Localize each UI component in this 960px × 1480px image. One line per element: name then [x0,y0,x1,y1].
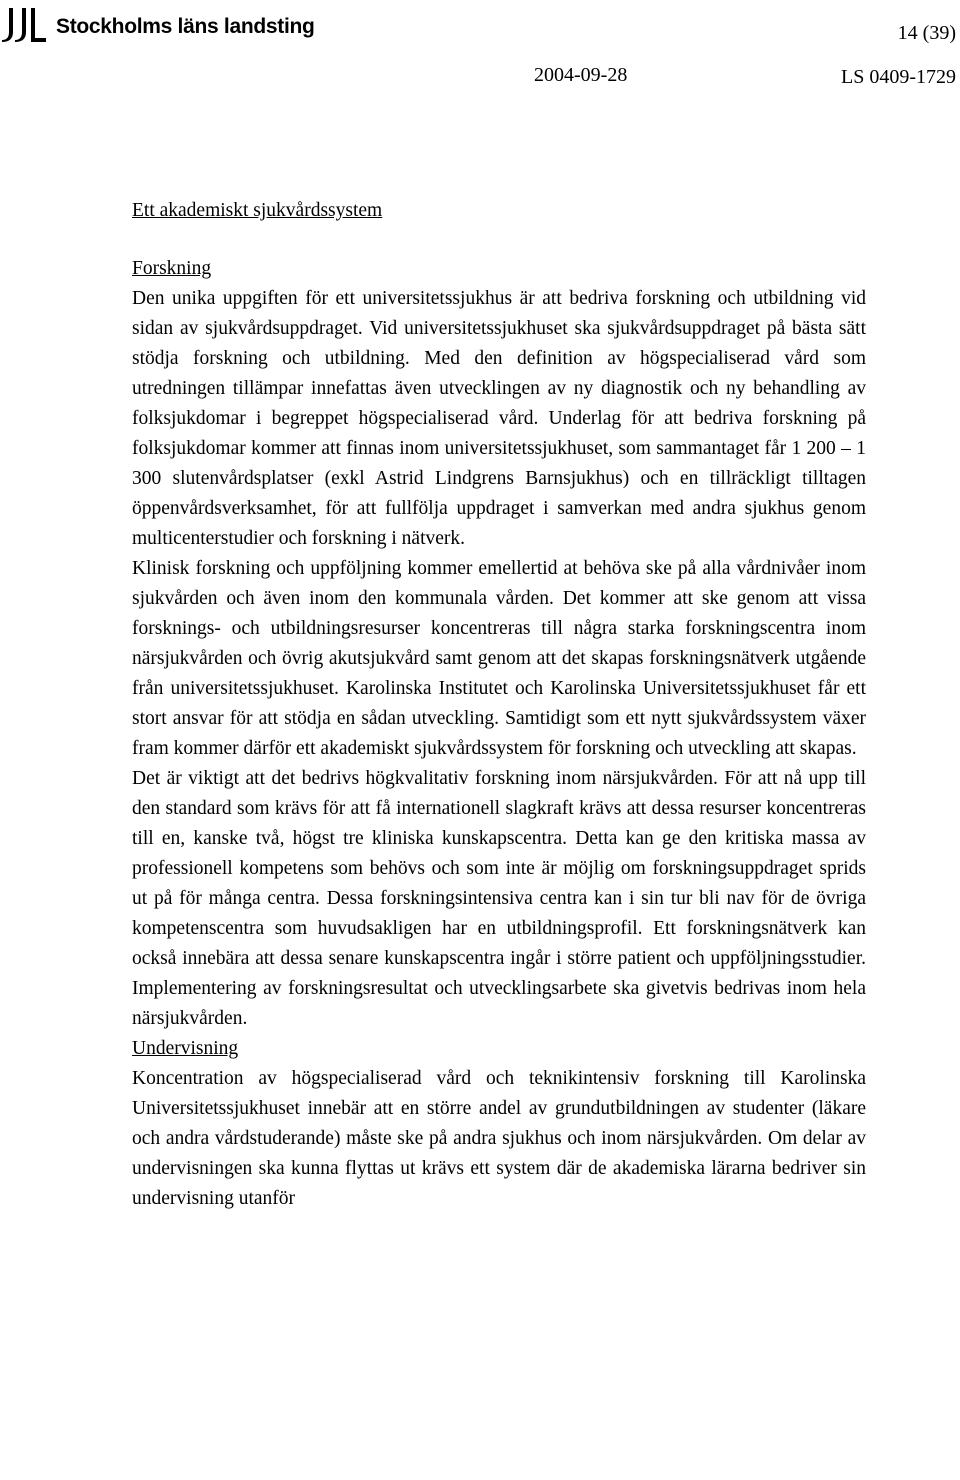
subheading-research: Forskning [132,258,212,279]
document-reference: LS 0409-1729 [841,66,956,88]
document-date: 2004-09-28 [534,64,628,86]
paragraph-4: Koncentration av högspecialiserad vård och teknikintensiv forskning till Karolinska Universitetssjukhuset innebär att en större andel av grundutbildningen av studenter (läkare och andra vårdstuderande) måste ske på andra sjukhus och inom närsjukvården. Om delar av undervisningen ska kunna flyttas ut krävs ett system där de akademiska lärarna bedriver sin undervisning utanför [132,1068,866,1209]
subheading-teaching: Undervisning [132,1038,239,1059]
sll-logo-icon [0,6,48,44]
document-body [132,196,866,1214]
paragraph-2: Klinisk forskning och uppföljning kommer emellertid at behöva ske på alla vårdnivåer inom sjukvården och även inom den kommunala vården. Det kommer att ske genom att vissa forsknings- och utbildningsresurser koncentreras till några starka forskningscentra inom närsjukvården och övrig akutsjukvård samt genom att det skapas forskningsnätverk utgående från universitetssjukhuset. Karolinska Institutet och Karolinska Universitetssjukhuset får ett stort ansvar för att stödja en sådan utveckling. Samtidigt som ett nytt sjukvårdssystem växer fram kommer därför ett akademiskt sjukvårdssystem för forskning och utveckling att skapas. [132,558,866,759]
header-logo [0,6,315,44]
org-name: Stockholms läns landsting [56,15,315,38]
paragraph-3: Det är viktigt att det bedrivs högkvalitativ forskning inom närsjukvården. För att nå upp till den standard som krävs för att få internationell slagkraft krävs att dessa resurser koncentreras till en, kanske två, högst tre kliniska kunskapscentra. Detta kan ge den kritiska massa av professionell kompetens som behövs och som inte är möjlig om forskningsuppdraget sprids ut på för många centra. Dessa forskningsintensiva centra kan i sin tur bli nav för de övriga kompetenscentra som huvudsakligen har en utbildningsprofil. Ett forskningsnätverk kan också innebära att dessa senare kunskapscentra ingår i större patient och uppföljningsstudier. Implementering av forskningsresultat och utvecklingsarbete ska givetvis bedrivas inom hela närsjukvården. [132,768,866,1029]
paragraph-1: Den unika uppgiften för ett universitetssjukhus är att bedriva forskning och utbildning vid sidan av sjukvårdsuppdraget. Vid universitetssjukhuset ska sjukvårdsuppdraget på bästa sätt stödja forskning och utbildning. Med den definition av högspecialiserad vård som utredningen tillämpar innefattas även utvecklingen av ny diagnostik och ny behandling av folksjukdomar i begreppet högspecialiserad vård. Underlag för att bedriva forskning på folksjukdomar kommer att finnas inom universitetssjukhuset, som sammantaget får 1 200 – 1 300 slutenvårdsplatser (exkl Astrid Lindgrens Barnsjukhus) och en tillräckligt tilltagen öppenvårdsverksamhet, för att fullfölja uppdraget i samverkan med andra sjukhus genom multicenterstudier och forskning i nätverk. [132,288,866,549]
page-number: 14 (39) [897,22,956,44]
section-title: Ett akademiskt sjukvårdssystem [132,200,383,221]
